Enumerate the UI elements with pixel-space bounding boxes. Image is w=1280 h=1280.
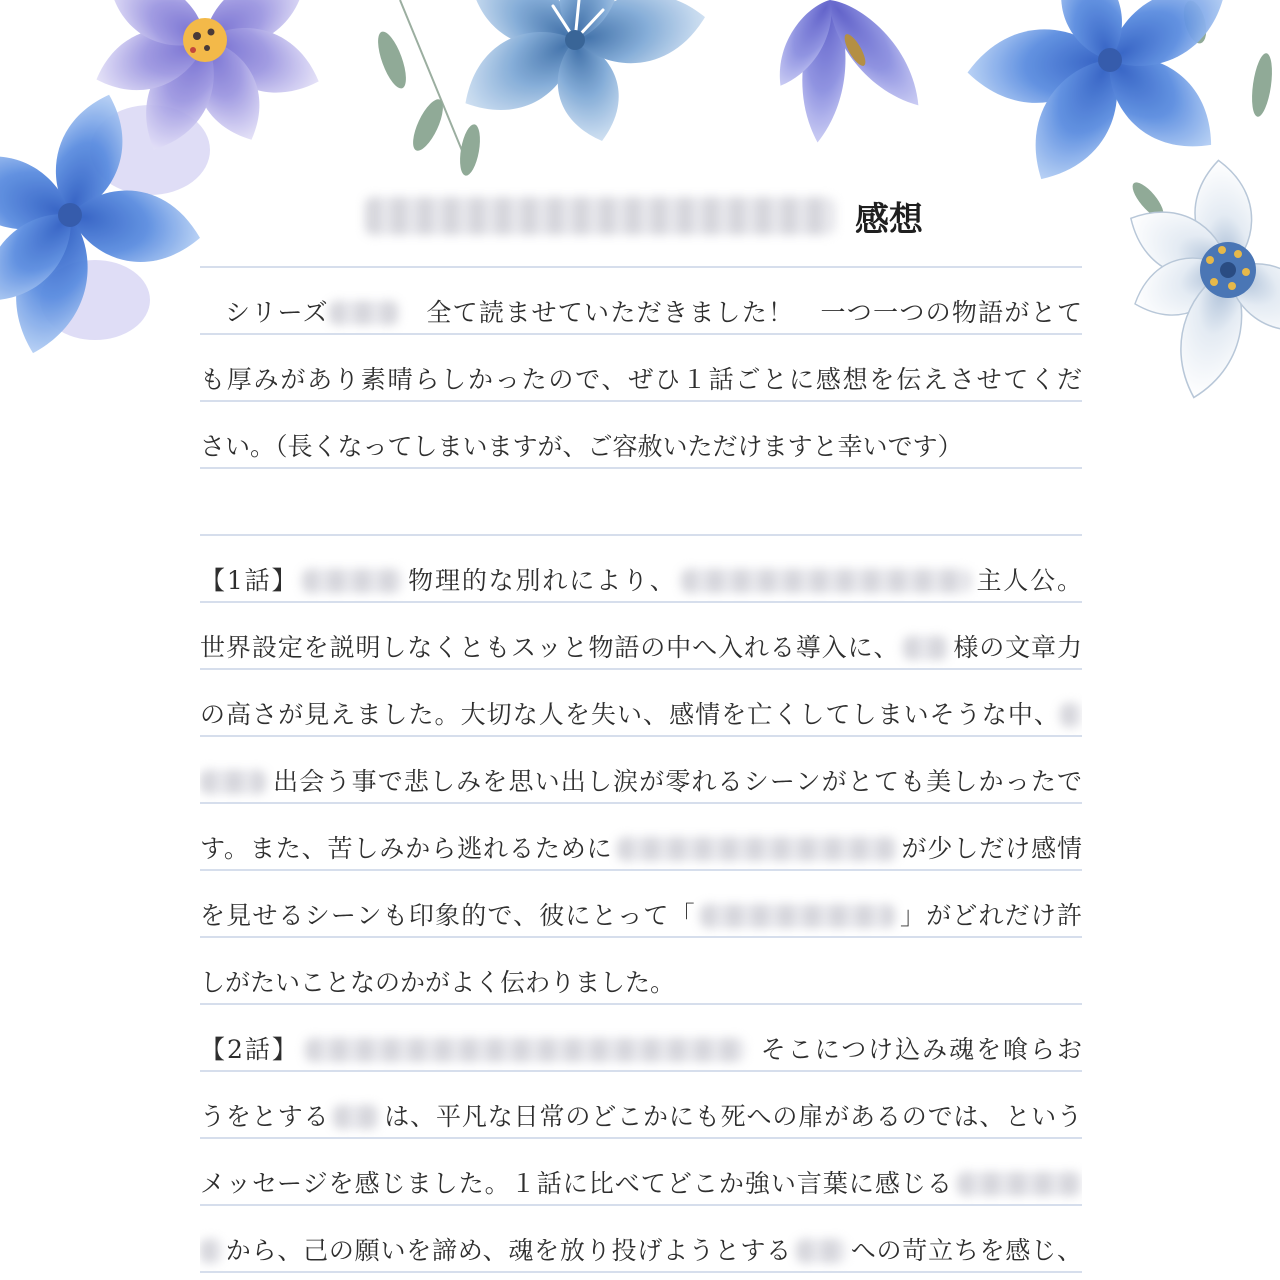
blank-line bbox=[200, 469, 1082, 536]
episode-heading: 【2話】 bbox=[200, 1035, 299, 1064]
redacted-text bbox=[200, 1239, 222, 1263]
episode-heading: 【1話】 bbox=[200, 566, 299, 595]
episode-1-line-2 bbox=[200, 603, 1082, 670]
redacted-text bbox=[305, 1038, 745, 1062]
intro-line-1 bbox=[200, 268, 1082, 335]
text-segment: は、平凡な日常のどこかにも死への扉があるのでは、という bbox=[383, 1102, 1082, 1131]
text-segment: への苛立ちを感じ、 bbox=[849, 1236, 1082, 1265]
episode-1-line-6 bbox=[200, 871, 1082, 938]
episode-2-line-2 bbox=[200, 1072, 1082, 1139]
redacted-text bbox=[617, 837, 897, 861]
text-segment: メッセージを感じました。１話に比べてどこか強い言葉に感じる bbox=[200, 1169, 953, 1198]
episode-1-line-4 bbox=[200, 737, 1082, 804]
text-segment: を見せるシーンも印象的で、彼にとって「 bbox=[200, 901, 696, 930]
redacted-text bbox=[302, 569, 402, 593]
redacted-text bbox=[1060, 703, 1082, 727]
text-segment: 物理的な別れにより、 bbox=[406, 566, 677, 595]
title-suffix: 感想 bbox=[855, 199, 923, 240]
text-segment: す。また、苦しみから逃れるために bbox=[200, 834, 613, 863]
text-segment: そこにつけ込み魂を喰らお bbox=[758, 1035, 1082, 1064]
text-segment: 世界設定を説明しなくともスッと物語の中へ入れる導入に、 bbox=[200, 633, 900, 662]
flower-blue-right-icon bbox=[964, 0, 1239, 196]
text-segment: うをとする bbox=[200, 1102, 330, 1131]
text-segment: の高さが見えました。大切な人を失い、感情を亡くしてしまいそうな中、 bbox=[200, 700, 1060, 729]
text-segment: シリーズ bbox=[225, 298, 329, 327]
redacted-text bbox=[957, 1172, 1082, 1196]
text-segment: 出会う事で悲しみを思い出し涙が零れるシーンがとても美しかったで bbox=[272, 767, 1082, 796]
redacted-text bbox=[796, 1239, 846, 1263]
redacted-text bbox=[333, 1105, 379, 1129]
episode-2-line-3 bbox=[200, 1139, 1082, 1206]
intro-line-2 bbox=[200, 335, 1082, 402]
episode-1-line-3 bbox=[200, 670, 1082, 737]
text-segment: が少しだけ感情 bbox=[900, 834, 1082, 863]
text-segment: 様の文章力 bbox=[952, 633, 1082, 662]
episode-2-line-4 bbox=[200, 1206, 1082, 1273]
title-row bbox=[200, 170, 1082, 268]
flower-sky-center-icon bbox=[449, 0, 711, 149]
episode-1-line-1 bbox=[200, 536, 1082, 603]
text-segment: 主人公。 bbox=[974, 566, 1082, 595]
intro-line-3 bbox=[200, 402, 1082, 469]
redacted-text bbox=[200, 770, 266, 794]
text-segment: 」がどれだけ許 bbox=[898, 901, 1082, 930]
redacted-text bbox=[681, 569, 971, 593]
text-segment: さい。（長くなってしまいますが、ご容赦いただけますと幸いです） bbox=[200, 432, 963, 461]
redacted-text bbox=[903, 636, 948, 660]
redacted-title bbox=[365, 197, 835, 235]
episode-1-line-5 bbox=[200, 804, 1082, 871]
redacted-text bbox=[329, 301, 399, 325]
text-segment: しがたいことなのかがよく伝わりました。 bbox=[200, 968, 676, 997]
episode-1-line-7 bbox=[200, 938, 1082, 1005]
redacted-text bbox=[700, 904, 895, 928]
text-segment: 全て読ませていただきました！ 一つ一つの物語がとて bbox=[398, 298, 1082, 327]
text-segment: も厚みがあり素晴らしかったので、ぜひ１話ごとに感想を伝えさせてくだ bbox=[200, 365, 1082, 394]
text-segment: から、己の願いを諦め、魂を放り投げようとする bbox=[225, 1236, 792, 1265]
flower-purple-petals-icon bbox=[766, 0, 935, 144]
letter-sheet bbox=[200, 170, 1082, 1273]
episode-2-line-1 bbox=[200, 1005, 1082, 1072]
